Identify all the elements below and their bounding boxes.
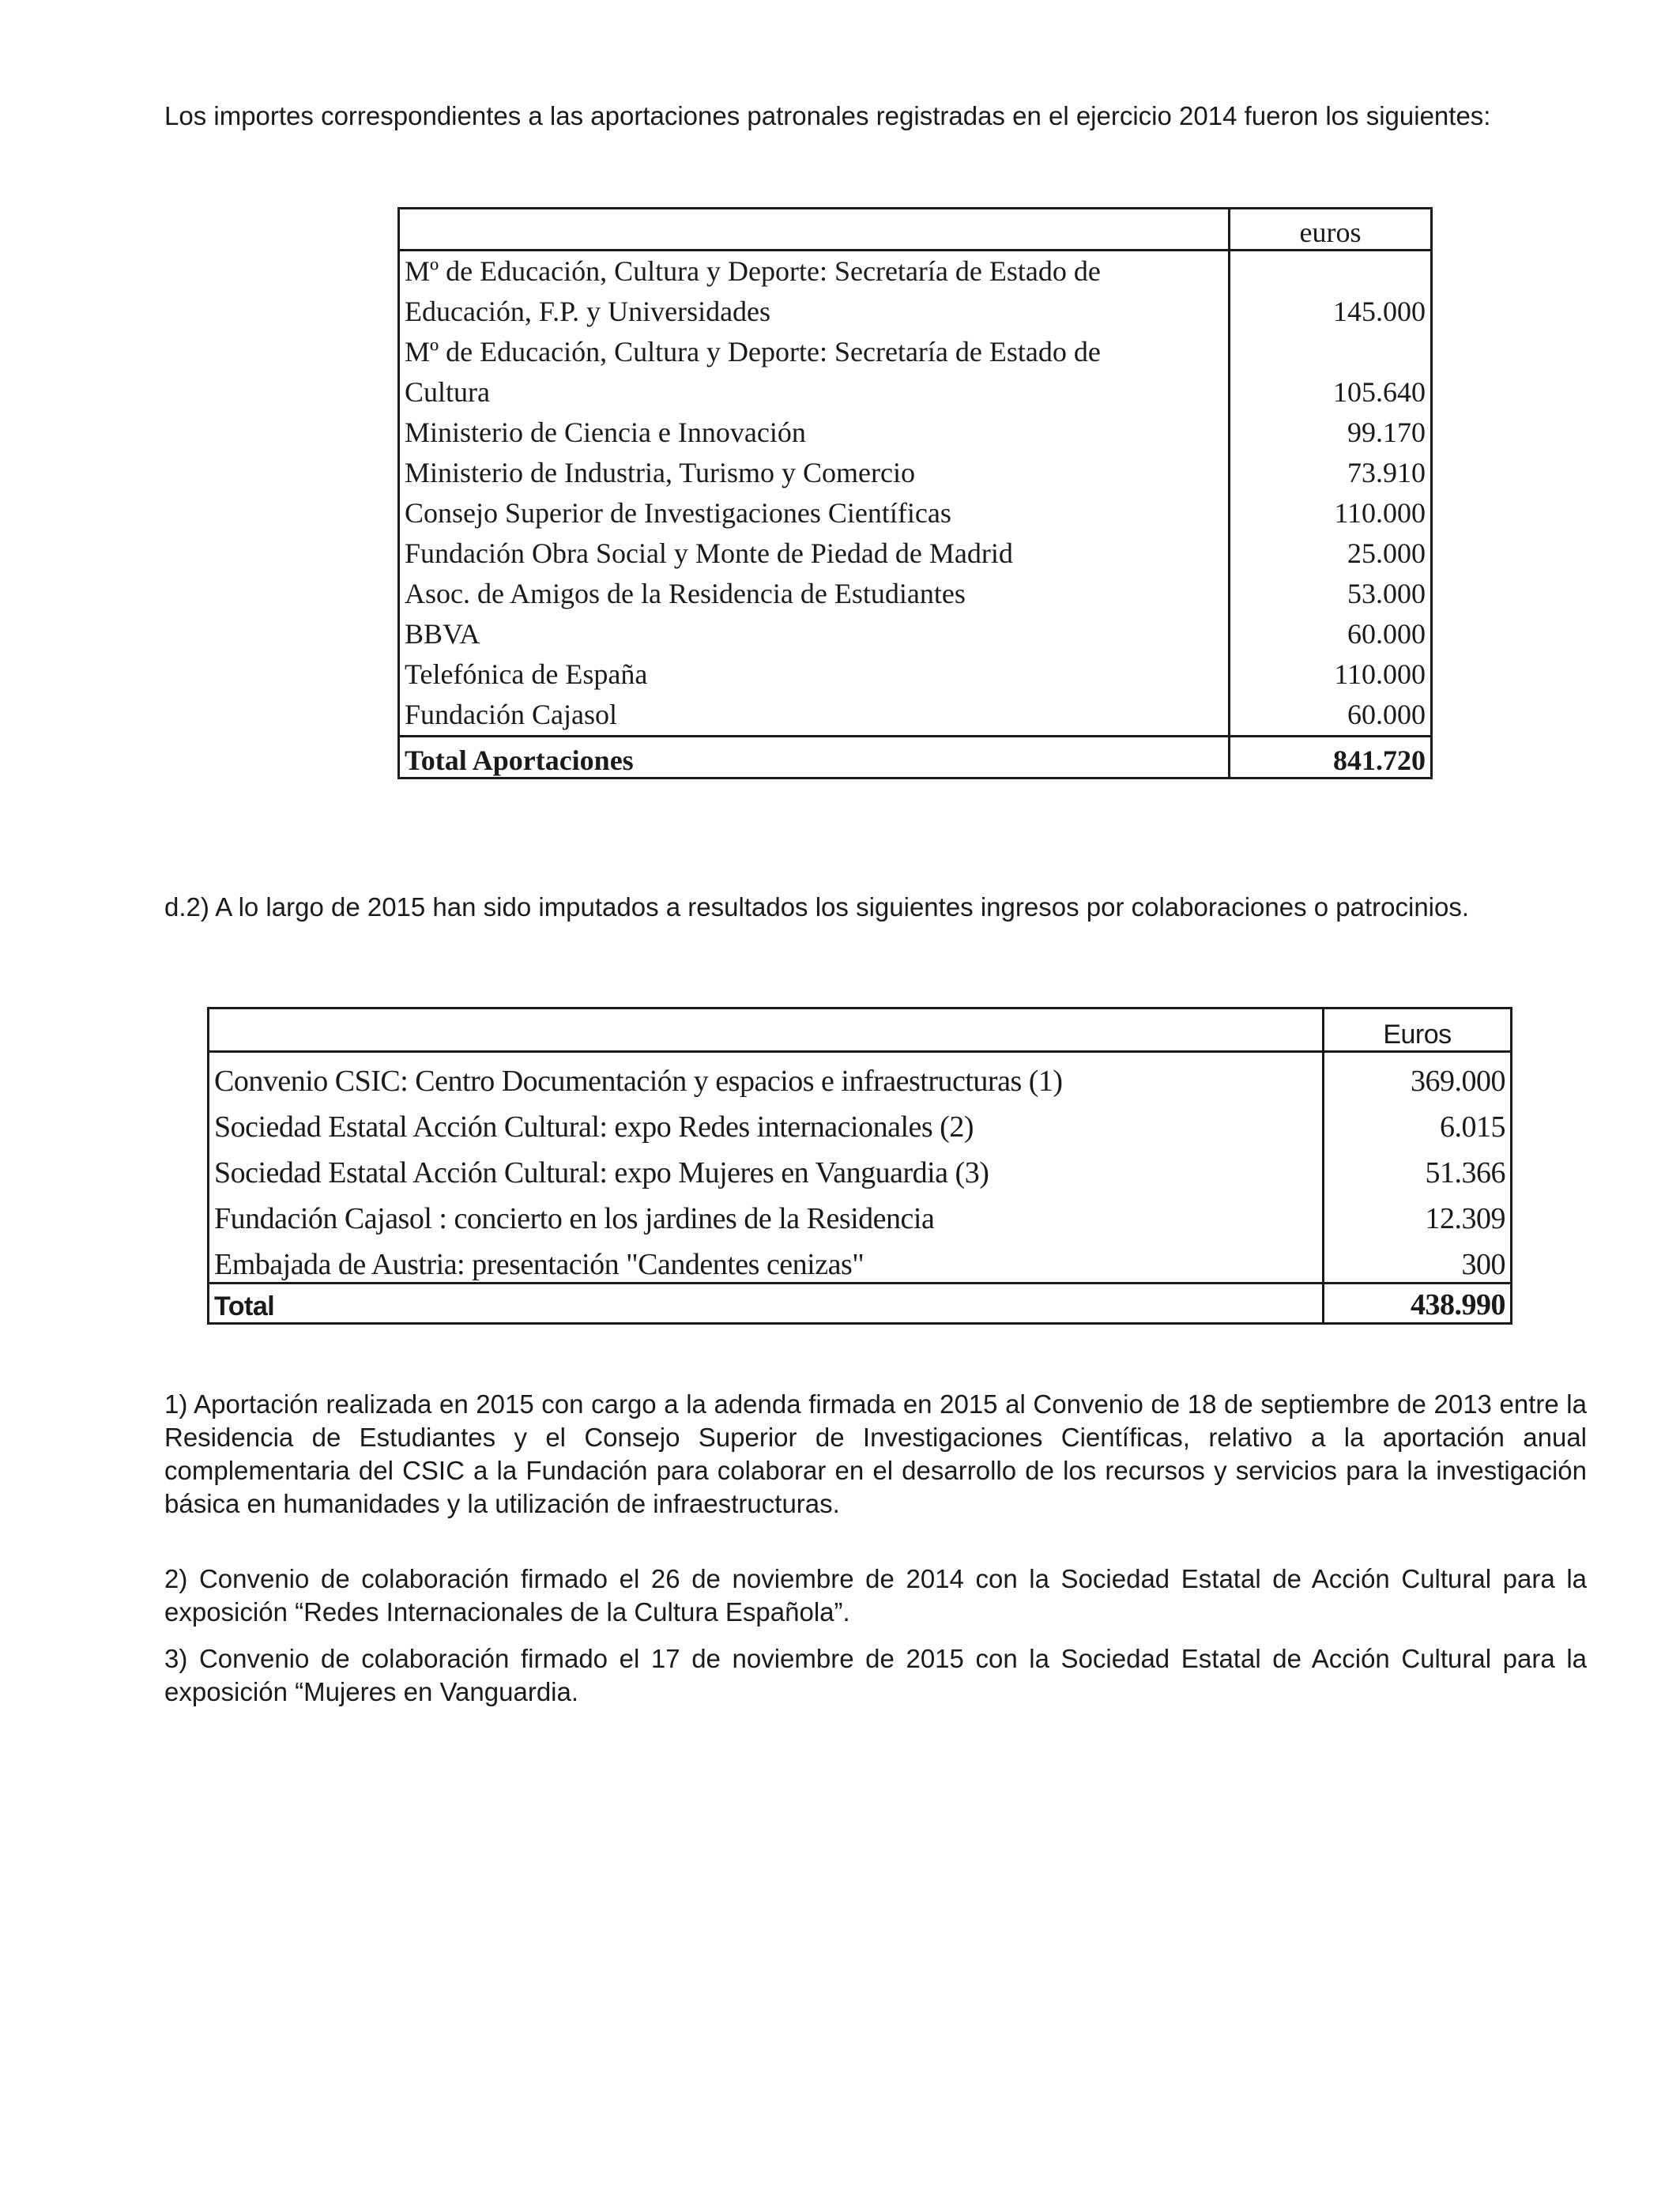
colaboraciones-table	[207, 1007, 1512, 1325]
total-row	[209, 1284, 1512, 1324]
row-value: 53.000	[1347, 578, 1426, 609]
row-label-line1: Mº de Educación, Cultura y Deporte: Secretaría de Estado de	[405, 255, 1101, 287]
table-row	[399, 493, 1432, 533]
row-label: BBVA	[399, 614, 1230, 654]
header-euros: euros	[1230, 209, 1432, 251]
aportaciones-table	[397, 207, 1433, 779]
total-label: Total Aportaciones	[399, 737, 1230, 778]
table-header-row	[399, 209, 1432, 251]
row-label: Fundación Cajasol : concierto en los jardines de la Residencia	[209, 1190, 1324, 1236]
table-row	[399, 332, 1432, 372]
row-value: 145.000	[1333, 296, 1426, 327]
row-label: Fundación Obra Social y Monte de Piedad de Madrid	[399, 533, 1230, 574]
row-label: Sociedad Estatal Acción Cultural: expo Mujeres en Vanguardia (3)	[209, 1144, 1324, 1190]
row-value-empty	[1230, 332, 1432, 372]
table-row	[209, 1190, 1512, 1236]
table-row	[399, 413, 1432, 453]
table-row	[399, 695, 1432, 737]
header-label-cell	[399, 209, 1230, 251]
total-value: 438.990	[1324, 1284, 1512, 1324]
table-row	[399, 372, 1432, 413]
row-label: Educación, F.P. y Universidades	[399, 292, 1230, 332]
row-value: 110.000	[1334, 658, 1426, 690]
row-value: 369.000	[1411, 1065, 1505, 1098]
total-value: 841.720	[1230, 737, 1432, 778]
row-value: 60.000	[1347, 699, 1426, 730]
note-3: 3) Convenio de colaboración firmado el 17 de noviembre de 2015 con la Sociedad Estatal de Acción Cultural para la exposición “Mujeres en Vanguardia.	[164, 1644, 1587, 1706]
table-row	[399, 654, 1432, 695]
row-label: Telefónica de España	[399, 654, 1230, 695]
row-label: Embajada de Austria: presentación "Candentes cenizas"	[209, 1236, 1324, 1284]
row-value: 99.170	[1347, 417, 1426, 448]
row-value: 105.640	[1333, 376, 1426, 408]
table-header-row	[209, 1008, 1512, 1052]
table-row	[399, 251, 1432, 292]
row-value: 25.000	[1347, 537, 1426, 569]
table-row	[399, 533, 1432, 574]
row-label: Mº de Educación, Cultura y Deporte: Secretaría de Estado de	[399, 332, 1230, 372]
row-value: 12.309	[1425, 1202, 1505, 1235]
total-row	[399, 737, 1432, 778]
header-label-cell	[209, 1008, 1324, 1052]
row-value: 110.000	[1334, 497, 1426, 529]
row-label: Convenio CSIC: Centro Documentación y espacios e infraestructuras (1)	[209, 1052, 1324, 1099]
row-value: 300	[1461, 1248, 1505, 1281]
table-row	[399, 614, 1432, 654]
row-label: Ministerio de Ciencia e Innovación	[399, 413, 1230, 453]
table-row	[209, 1236, 1512, 1284]
table-row	[209, 1099, 1512, 1144]
row-label	[399, 251, 1230, 292]
note-2: 2) Convenio de colaboración firmado el 26 de noviembre de 2014 con la Sociedad Estatal de Acción Cultural para la exposición “Redes Internacionales de la Cultura Española”.	[164, 1564, 1587, 1627]
note-1: 1) Aportación realizada en 2015 con cargo a la adenda firmada en 2015 al Convenio de 18 de septiembre de 2013 entre la Residencia de Estudiantes y el Consejo Superior de Investigaciones Científicas, relativo a la aportación anual complementaria del CSIC a la Fundación para colaborar en el desarrollo de los recursos y servicios para la investigación básica en humanidades y la utilización de infraestructuras.	[164, 1389, 1587, 1518]
row-label: Asoc. de Amigos de la Residencia de Estudiantes	[399, 574, 1230, 614]
row-label: Consejo Superior de Investigaciones Científicas	[399, 493, 1230, 533]
row-value: 51.366	[1425, 1156, 1505, 1189]
table-row	[399, 292, 1432, 332]
table-row	[209, 1144, 1512, 1190]
row-value-empty	[1230, 251, 1432, 292]
header-euros: Euros	[1324, 1008, 1512, 1052]
row-label: Cultura	[399, 372, 1230, 413]
table-row	[209, 1052, 1512, 1099]
row-label: Sociedad Estatal Acción Cultural: expo Redes internacionales (2)	[209, 1099, 1324, 1144]
table-row	[399, 574, 1432, 614]
row-label: Ministerio de Industria, Turismo y Comercio	[399, 453, 1230, 493]
row-value: 60.000	[1347, 618, 1426, 650]
table-row	[399, 453, 1432, 493]
intro-paragraph: Los importes correspondientes a las aportaciones patronales registradas en el ejercicio 2014 fueron los siguientes:	[164, 101, 1491, 130]
section-d2-paragraph: d.2) A lo largo de 2015 han sido imputados a resultados los siguientes ingresos por colaboraciones o patrocinios.	[164, 892, 1470, 922]
row-label: Fundación Cajasol	[399, 695, 1230, 737]
row-value: 73.910	[1347, 457, 1426, 488]
total-label: Total	[209, 1284, 1324, 1324]
row-value: 6.015	[1440, 1110, 1505, 1144]
